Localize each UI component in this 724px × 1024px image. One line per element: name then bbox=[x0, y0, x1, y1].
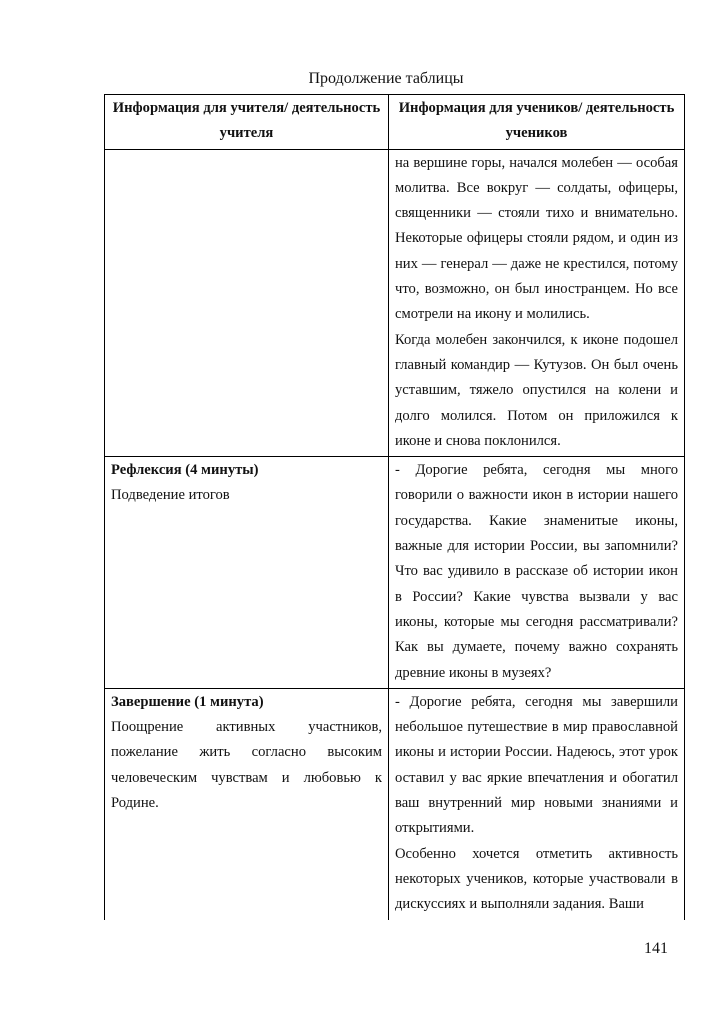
student-cell bbox=[389, 688, 685, 920]
student-cell bbox=[389, 457, 685, 689]
teacher-cell bbox=[105, 457, 389, 689]
student-paragraph: Когда молебен закончился, к иконе подошел главный командир — Кутузов. Он был очень уставшим, тяжело опустился на колени и долго молился. Потом он приложился к иконе и снова поклонился. bbox=[395, 331, 678, 449]
table-header-row bbox=[105, 95, 685, 150]
student-paragraph: - Дорогие ребята, сегодня мы много говорили о важности икон в истории нашего государства. Какие знаменитые иконы, важные для истории России, вы запомнили? Что вас удивило в рассказе об истории икон в России? Какие чувства вызвали у вас иконы, которые мы сегодня рассматривали? Как вы думаете, почему важно сохранять древние иконы в музеях? bbox=[395, 462, 678, 681]
teacher-cell bbox=[105, 688, 389, 920]
table-row bbox=[105, 688, 685, 920]
stage-title: Рефлексия (4 минуты) bbox=[111, 462, 259, 479]
page-number: 141 bbox=[644, 940, 668, 957]
student-paragraph: - Дорогие ребята, сегодня мы завершили небольшое путешествие в мир православной иконы и истории России. Надеюсь, этот урок оставил у вас яркие впечатления и обогатил ваш внутренний мир новыми знаниями и открытиями. bbox=[395, 693, 678, 837]
stage-description: Поощрение активных участников, пожелание жить согласно высоким человеческим чувствам и любовью к Родине. bbox=[111, 719, 382, 812]
header-teacher: Информация для учителя/ деятельность учителя bbox=[105, 95, 389, 150]
teacher-cell bbox=[105, 149, 389, 457]
table-caption: Продолжение таблицы bbox=[308, 70, 464, 87]
stage-description: Подведение итогов bbox=[111, 487, 230, 504]
student-paragraph: на вершине горы, начался молебен — особая молитва. Все вокруг — солдаты, офицеры, священники — стояли тихо и внимательно. Некоторые офицеры стояли рядом, и один из них — генерал — даже не крестился, потому что, возможно, он был иностранцем. Но все смотрели на икону и молились. bbox=[395, 154, 678, 323]
student-paragraph: Особенно хочется отметить активность некоторых учеников, которые участвовали в дискуссиях и выполняли задания. Ваши bbox=[395, 845, 678, 913]
table-row bbox=[105, 149, 685, 457]
student-cell bbox=[389, 149, 685, 457]
lesson-table bbox=[104, 94, 684, 920]
stage-title: Завершение (1 минута) bbox=[111, 693, 264, 710]
table-row bbox=[105, 457, 685, 689]
header-students: Информация для учеников/ деятельность учеников bbox=[389, 95, 685, 150]
